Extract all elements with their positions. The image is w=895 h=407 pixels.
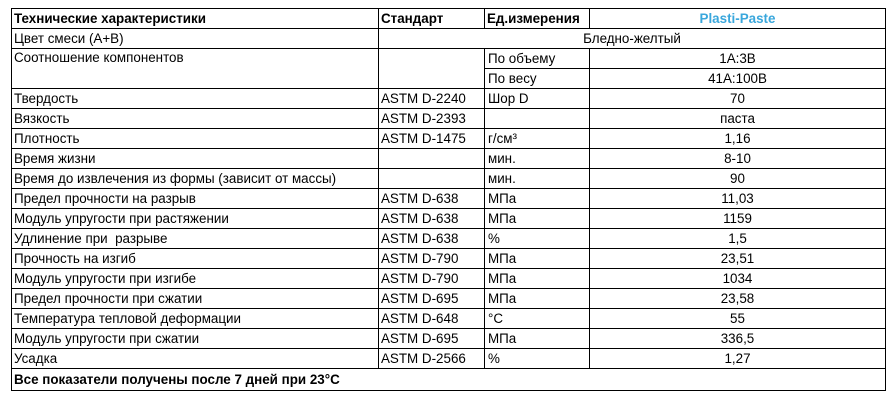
row-standard: ASTM D-695 [379, 329, 485, 349]
table-row [12, 329, 886, 349]
table-row [12, 289, 886, 309]
row-name: Модуль упругости при растяжении [12, 209, 379, 229]
table-row [12, 89, 886, 109]
row-unit: мин. [485, 149, 590, 169]
row-value: 8-10 [590, 149, 886, 169]
row-standard: ASTM D-638 [379, 229, 485, 249]
row-standard [379, 149, 485, 169]
row-value: 1159 [590, 209, 886, 229]
row-standard: ASTM D-790 [379, 249, 485, 269]
row-name: Удлинение при разрыве [12, 229, 379, 249]
row-value: 1034 [590, 269, 886, 289]
row-standard: ASTM D-638 [379, 209, 485, 229]
row-unit: МПа [485, 329, 590, 349]
spec-table [11, 8, 886, 391]
table-header-row [12, 9, 886, 29]
row-standard: ASTM D-648 [379, 309, 485, 329]
row-value: паста [590, 109, 886, 129]
row-name: Время жизни [12, 149, 379, 169]
row-name: Модуль упругости при сжатии [12, 329, 379, 349]
row-name: Плотность [12, 129, 379, 149]
row-name: Предел прочности на разрыв [12, 189, 379, 209]
table-row [12, 149, 886, 169]
table-footer-row [12, 369, 886, 391]
table-row [12, 209, 886, 229]
row-standard: ASTM D-2240 [379, 89, 485, 109]
row-unit: % [485, 229, 590, 249]
row-value: 55 [590, 309, 886, 329]
row-value: 90 [590, 169, 886, 189]
table-row [12, 249, 886, 269]
row-standard: ASTM D-1475 [379, 129, 485, 149]
row-unit: МПа [485, 209, 590, 229]
table-row [12, 109, 886, 129]
row-name: Вязкость [12, 109, 379, 129]
row-unit: МПа [485, 249, 590, 269]
row-value: 1,16 [590, 129, 886, 149]
row-unit: По весу [485, 69, 590, 89]
row-name: Усадка [12, 349, 379, 369]
table-row [12, 169, 886, 189]
row-value: 1,27 [590, 349, 886, 369]
table-row [12, 29, 886, 49]
row-unit [485, 109, 590, 129]
row-standard: ASTM D-2566 [379, 349, 485, 369]
row-unit: % [485, 349, 590, 369]
row-name: Предел прочности при сжатии [12, 289, 379, 309]
row-unit: °С [485, 309, 590, 329]
header-characteristic: Технические характеристики [12, 9, 379, 29]
row-unit: мин. [485, 169, 590, 189]
table-row [12, 129, 886, 149]
row-unit: По объему [485, 49, 590, 69]
row-standard [379, 169, 485, 189]
header-product: Plasti-Paste [590, 9, 886, 29]
row-standard [379, 49, 485, 89]
row-unit: г/см³ [485, 129, 590, 149]
table-row [12, 189, 886, 209]
row-standard: ASTM D-695 [379, 289, 485, 309]
header-standard: Стандарт [379, 9, 485, 29]
row-name: Прочность на изгиб [12, 249, 379, 269]
row-value: 336,5 [590, 329, 886, 349]
table-row [12, 49, 886, 69]
row-unit: МПа [485, 269, 590, 289]
header-unit: Ед.измерения [485, 9, 590, 29]
table-row [12, 229, 886, 249]
row-unit: Шор D [485, 89, 590, 109]
row-value: 23,58 [590, 289, 886, 309]
row-name: Твердость [12, 89, 379, 109]
row-name: Время до извлечения из формы (зависит от массы) [12, 169, 379, 189]
row-name: Модуль упругости при изгибе [12, 269, 379, 289]
row-standard: ASTM D-790 [379, 269, 485, 289]
table-row [12, 349, 886, 369]
row-unit: МПа [485, 189, 590, 209]
row-value: 11,03 [590, 189, 886, 209]
table-row [12, 269, 886, 289]
row-value: 23,51 [590, 249, 886, 269]
row-standard: ASTM D-2393 [379, 109, 485, 129]
row-value: 1,5 [590, 229, 886, 249]
row-value: Бледно-желтый [379, 29, 886, 49]
row-name: Температура тепловой деформации [12, 309, 379, 329]
row-value: 41А:100В [590, 69, 886, 89]
row-standard: ASTM D-638 [379, 189, 485, 209]
row-unit: МПа [485, 289, 590, 309]
row-value: 1А:3В [590, 49, 886, 69]
table-row [12, 309, 886, 329]
row-name: Соотношение компонентов [12, 49, 379, 89]
row-value: 70 [590, 89, 886, 109]
spec-sheet [11, 8, 886, 391]
test-conditions-note: Все показатели получены после 7 дней при 23°С [12, 369, 886, 391]
row-name: Цвет смеси (А+В) [12, 29, 379, 49]
